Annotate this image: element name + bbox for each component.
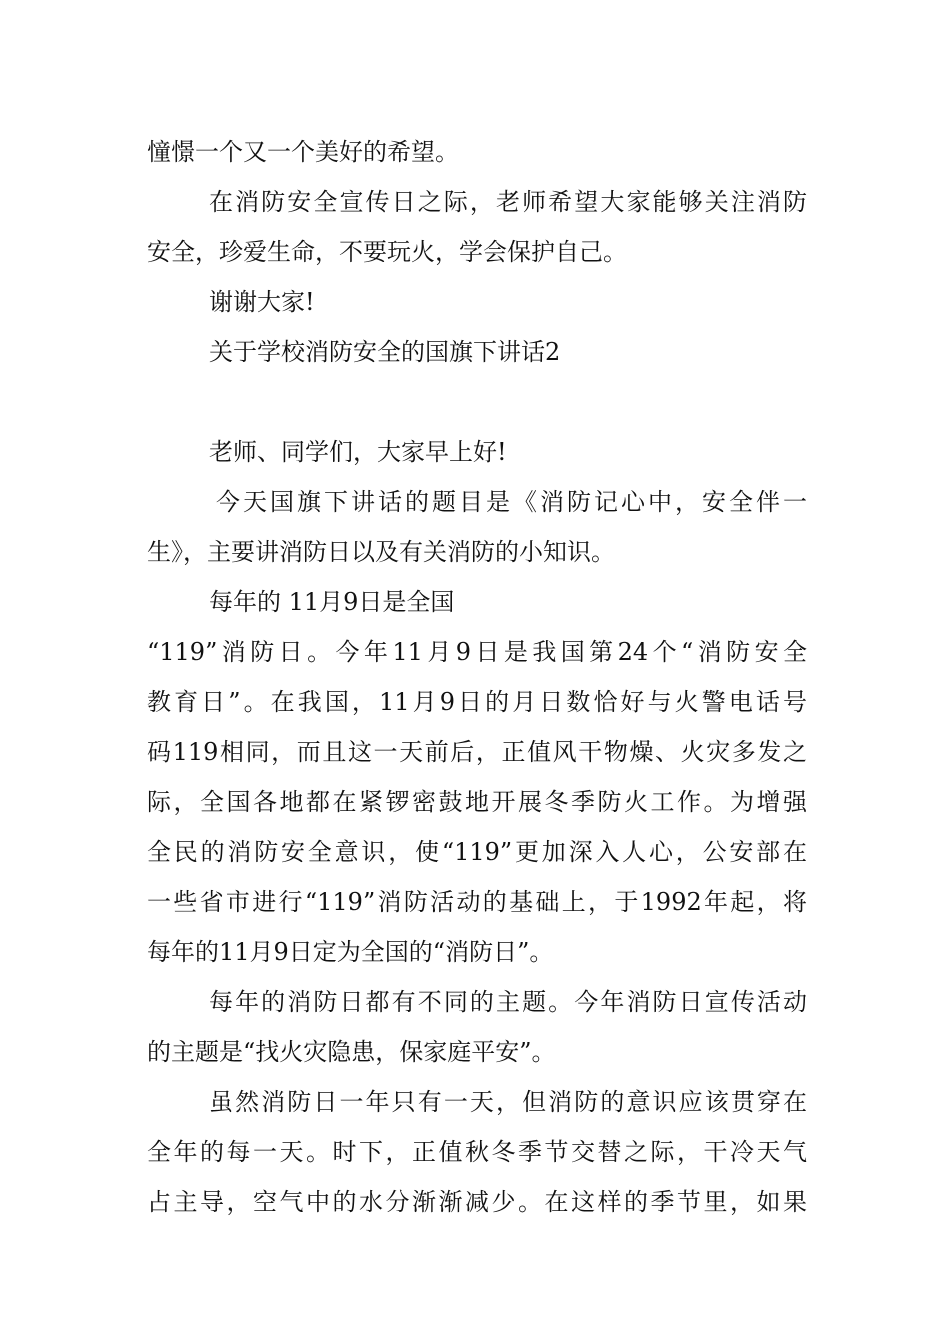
text-line: 在消防安全宣传日之际，老师希望大家能够关注消防 — [209, 188, 807, 216]
text-line: 的主题是“找火灾隐患，保家庭平安”。 — [147, 1038, 556, 1066]
text-line: 每年的 11月9日是全国 — [209, 588, 455, 616]
text-line: 今天国旗下讲话的题目是《消防记心中，安全伴一 — [216, 488, 807, 516]
text-line: 老师、同学们，大家早上好! — [209, 438, 507, 466]
text-line: 虽然消防日一年只有一天，但消防的意识应该贯穿在 — [209, 1088, 807, 1116]
text-line: 憧憬一个又一个美好的希望。 — [147, 138, 459, 166]
text-line: 全民的消防安全意识，使“119”更加深入人心，公安部在 — [147, 838, 807, 866]
text-line: 码119相同，而且这一天前后，正值风干物燥、火灾多发之 — [147, 738, 807, 766]
section-heading: 关于学校消防安全的国旗下讲话2 — [209, 338, 561, 366]
text-line: 每年的消防日都有不同的主题。今年消防日宣传活动 — [209, 988, 807, 1016]
text-line: 占主导，空气中的水分渐渐减少。在这样的季节里，如果 — [147, 1188, 807, 1216]
text-line: 每年的11月9日定为全国的“消防日”。 — [147, 938, 554, 966]
text-line: 全年的每一天。时下，正值秋冬季节交替之际，干冷天气 — [147, 1138, 807, 1166]
text-line: 一些省市进行“119”消防活动的基础上，于1992年起，将 — [147, 888, 807, 916]
text-line: 际，全国各地都在紧锣密鼓地开展冬季防火工作。为增强 — [147, 788, 807, 816]
text-line: “119”消防日。今年11月9日是我国第24个“消防安全 — [147, 638, 807, 666]
text-line: 生》，主要讲消防日以及有关消防的小知识。 — [147, 538, 615, 566]
text-line: 谢谢大家! — [209, 288, 315, 316]
text-line: 教育日”。在我国，11月9日的月日数恰好与火警电话号 — [147, 688, 807, 716]
text-line: 安全，珍爱生命，不要玩火，学会保护自己。 — [147, 238, 627, 266]
